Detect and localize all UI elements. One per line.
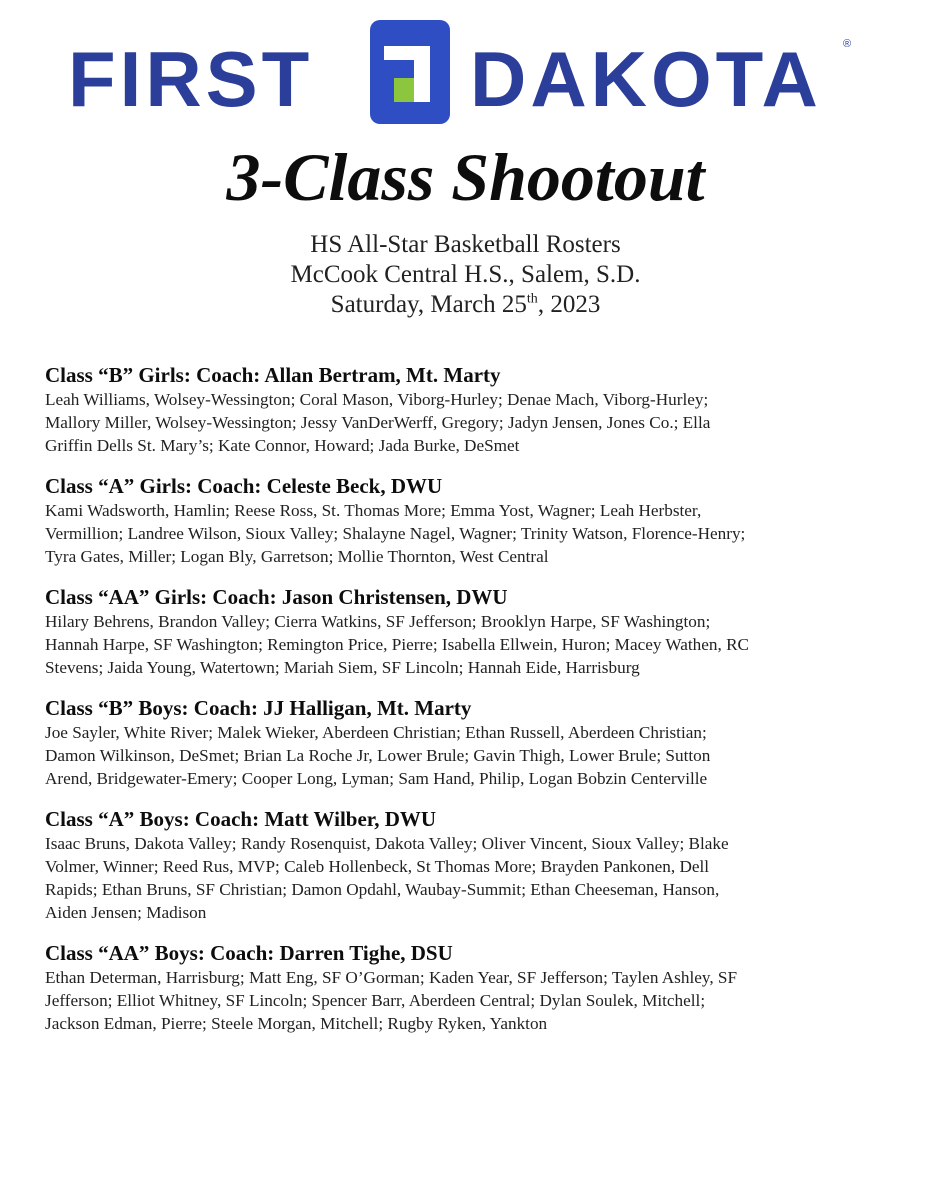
roster-section xyxy=(45,362,890,457)
roster-section-heading: Class “AA” Boys: Coach: Darren Tighe, DSU xyxy=(45,941,453,965)
roster-line: Isaac Bruns, Dakota Valley; Randy Rosenquist, Dakota Valley; Oliver Vincent, Sioux Valley; Blake xyxy=(45,834,729,853)
roster-line: Rapids; Ethan Bruns, SF Christian; Damon Opdahl, Waubay-Summit; Ethan Cheeseman, Hanson, xyxy=(45,880,720,899)
roster-player-list xyxy=(45,499,890,568)
roster-player-list xyxy=(45,832,890,924)
roster-section xyxy=(45,806,890,924)
first-dakota-logo xyxy=(0,20,931,130)
roster-line: Jackson Edman, Pierre; Steele Morgan, Mitchell; Rugby Ryken, Yankton xyxy=(45,1014,548,1033)
roster-line: Arend, Bridgewater-Emery; Cooper Long, Lyman; Sam Hand, Philip, Logan Bobzin Centerville xyxy=(45,769,708,788)
roster-line: Jefferson; Elliot Whitney, SF Lincoln; Spencer Barr, Aberdeen Central; Dylan Soulek, Mitchell; xyxy=(45,991,706,1010)
roster-player-list xyxy=(45,966,890,1035)
roster-line: Tyra Gates, Miller; Logan Bly, Garretson; Mollie Thornton, West Central xyxy=(45,547,549,566)
event-date xyxy=(0,290,931,320)
event-venue: McCook Central H.S., Salem, S.D. xyxy=(290,261,641,288)
logo-word-first: FIRST xyxy=(68,35,314,123)
roster-line: Hannah Harpe, SF Washington; Remington Price, Pierre; Isabella Ellwein, Huron; Macey Wathen, RC xyxy=(45,635,750,654)
page-title: 3-Class Shootout xyxy=(226,139,705,215)
roster-section-heading: Class “A” Boys: Coach: Matt Wilber, DWU xyxy=(45,807,437,831)
roster-sections xyxy=(45,362,890,1051)
roster-line: Aiden Jensen; Madison xyxy=(45,903,207,922)
roster-section-heading: Class “B” Girls: Coach: Allan Bertram, Mt. Marty xyxy=(45,363,501,387)
roster-line: Leah Williams, Wolsey-Wessington; Coral Mason, Viborg-Hurley; Denae Mach, Viborg-Hurley; xyxy=(45,390,709,409)
roster-section xyxy=(45,473,890,568)
roster-player-list xyxy=(45,721,890,790)
roster-line: Griffin Dells St. Mary’s; Kate Connor, Howard; Jada Burke, DeSmet xyxy=(45,436,520,455)
roster-line: Volmer, Winner; Reed Rus, MVP; Caleb Hollenbeck, St Thomas More; Brayden Pankonen, Dell xyxy=(45,857,710,876)
event-description: HS All-Star Basketball Rosters xyxy=(310,231,621,258)
roster-player-list xyxy=(45,610,890,679)
roster-section xyxy=(45,695,890,790)
first-dakota-logo-mark-icon xyxy=(370,20,450,124)
registered-trademark: ® xyxy=(843,38,852,50)
logo-word-dakota: DAKOTA xyxy=(470,35,822,123)
roster-section xyxy=(45,940,890,1035)
roster-line: Damon Wilkinson, DeSmet; Brian La Roche Jr, Lower Brule; Gavin Thigh, Lower Brule; Sutton xyxy=(45,746,711,765)
event-date-main: Saturday, March 25 xyxy=(330,291,527,318)
event-date-suffix: th xyxy=(526,291,538,307)
roster-section-heading: Class “B” Boys: Coach: JJ Halligan, Mt. Marty xyxy=(45,696,472,720)
roster-line: Mallory Miller, Wolsey-Wessington; Jessy VanDerWerff, Gregory; Jadyn Jensen, Jones Co.; Ella xyxy=(45,413,711,432)
event-date-year: , 2023 xyxy=(537,291,601,318)
roster-line: Kami Wadsworth, Hamlin; Reese Ross, St. Thomas More; Emma Yost, Wagner; Leah Herbster, xyxy=(45,501,702,520)
roster-line: Joe Sayler, White River; Malek Wieker, Aberdeen Christian; Ethan Russell, Aberdeen Christian; xyxy=(45,723,707,742)
roster-line: Hilary Behrens, Brandon Valley; Cierra Watkins, SF Jefferson; Brooklyn Harpe, SF Washington; xyxy=(45,612,711,631)
event-details xyxy=(0,230,931,320)
roster-line: Stevens; Jaida Young, Watertown; Mariah Siem, SF Lincoln; Hannah Eide, Harrisburg xyxy=(45,658,640,677)
roster-player-list xyxy=(45,388,890,457)
roster-line: Vermillion; Landree Wilson, Sioux Valley; Shalayne Nagel, Wagner; Trinity Watson, Florence-Henry; xyxy=(45,524,746,543)
roster-section xyxy=(45,584,890,679)
roster-line: Ethan Determan, Harrisburg; Matt Eng, SF O’Gorman; Kaden Year, SF Jefferson; Taylen Ashley, SF xyxy=(45,968,738,987)
roster-section-heading: Class “A” Girls: Coach: Celeste Beck, DWU xyxy=(45,474,443,498)
roster-section-heading: Class “AA” Girls: Coach: Jason Christensen, DWU xyxy=(45,585,508,609)
